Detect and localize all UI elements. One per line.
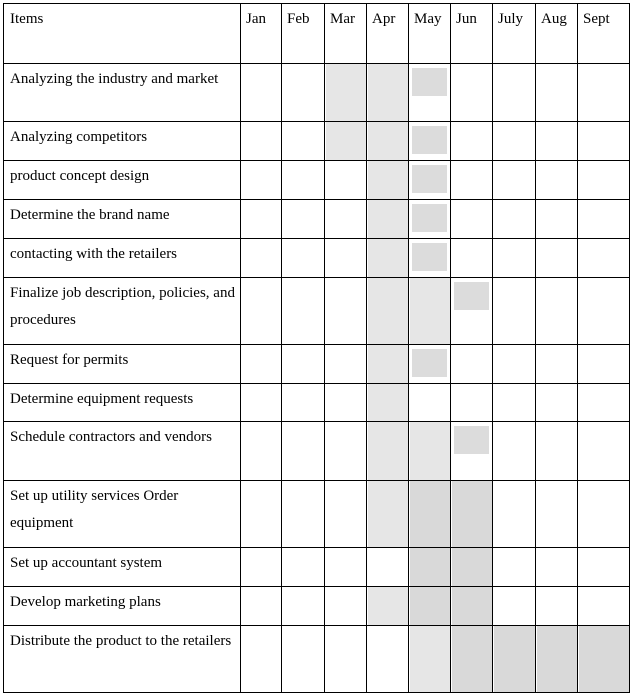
- month-cell: [325, 239, 367, 278]
- month-cell: [367, 161, 409, 200]
- task-label: product concept design: [4, 161, 241, 200]
- shade-dark: [410, 481, 450, 547]
- month-cell: [282, 239, 325, 278]
- header-month: Apr: [367, 4, 409, 64]
- shade-light: [368, 481, 408, 547]
- month-cell: [241, 422, 282, 481]
- shade-dark: [410, 548, 450, 586]
- shade-light: [368, 64, 408, 121]
- month-cell: [241, 384, 282, 422]
- month-cell: [578, 200, 630, 239]
- month-cell: [493, 64, 536, 122]
- month-cell: [409, 239, 451, 278]
- shade-light: [368, 384, 408, 421]
- month-cell: [493, 548, 536, 587]
- shade-light: [368, 239, 408, 277]
- month-cell: [578, 548, 630, 587]
- month-cell: [451, 278, 493, 345]
- month-cell: [367, 122, 409, 161]
- month-cell: [282, 200, 325, 239]
- month-cell: [493, 384, 536, 422]
- month-cell: [409, 345, 451, 384]
- month-cell: [409, 626, 451, 693]
- month-cell: [282, 626, 325, 693]
- month-cell: [367, 587, 409, 626]
- month-cell: [241, 481, 282, 548]
- month-cell: [409, 161, 451, 200]
- month-cell: [578, 384, 630, 422]
- task-label: Request for permits: [4, 345, 241, 384]
- task-row: [4, 384, 630, 422]
- month-cell: [451, 384, 493, 422]
- header-month: Aug: [536, 4, 578, 64]
- header-month: Jun: [451, 4, 493, 64]
- shade-dark: [537, 626, 577, 692]
- month-cell: [536, 345, 578, 384]
- task-row: [4, 239, 630, 278]
- month-cell: [578, 161, 630, 200]
- task-row: [4, 122, 630, 161]
- month-cell: [578, 626, 630, 693]
- shade-light: [368, 422, 408, 480]
- shade-dark: [452, 626, 492, 692]
- month-cell: [325, 345, 367, 384]
- month-cell: [493, 587, 536, 626]
- month-cell: [325, 64, 367, 122]
- task-row: [4, 481, 630, 548]
- task-label: Determine the brand name: [4, 200, 241, 239]
- month-cell: [282, 122, 325, 161]
- task-label: Set up accountant system: [4, 548, 241, 587]
- header-row: [4, 4, 630, 64]
- shade-light: [368, 122, 408, 160]
- month-cell: [282, 384, 325, 422]
- task-label: Set up utility services Order equipment: [4, 481, 241, 548]
- month-cell: [493, 626, 536, 693]
- month-cell: [241, 161, 282, 200]
- month-cell: [282, 481, 325, 548]
- schedule-body: [4, 4, 630, 693]
- month-cell: [578, 64, 630, 122]
- shade-light: [326, 64, 366, 121]
- month-cell: [367, 239, 409, 278]
- month-cell: [325, 587, 367, 626]
- task-marker: [412, 204, 447, 232]
- month-cell: [451, 122, 493, 161]
- month-cell: [241, 122, 282, 161]
- month-cell: [578, 122, 630, 161]
- task-marker: [412, 349, 447, 377]
- month-cell: [578, 345, 630, 384]
- month-cell: [282, 345, 325, 384]
- month-cell: [451, 239, 493, 278]
- month-cell: [578, 278, 630, 345]
- header-month: May: [409, 4, 451, 64]
- month-cell: [325, 481, 367, 548]
- month-cell: [451, 161, 493, 200]
- header-month: Feb: [282, 4, 325, 64]
- month-cell: [325, 278, 367, 345]
- month-cell: [367, 64, 409, 122]
- month-cell: [536, 384, 578, 422]
- task-row: [4, 64, 630, 122]
- month-cell: [451, 345, 493, 384]
- month-cell: [578, 239, 630, 278]
- month-cell: [325, 626, 367, 693]
- month-cell: [536, 64, 578, 122]
- shade-light: [326, 122, 366, 160]
- month-cell: [241, 239, 282, 278]
- month-cell: [241, 200, 282, 239]
- task-marker: [412, 165, 447, 193]
- month-cell: [578, 587, 630, 626]
- header-month: Jan: [241, 4, 282, 64]
- month-cell: [578, 481, 630, 548]
- month-cell: [409, 384, 451, 422]
- month-cell: [493, 239, 536, 278]
- shade-dark: [452, 587, 492, 625]
- task-row: [4, 345, 630, 384]
- month-cell: [536, 122, 578, 161]
- month-cell: [241, 278, 282, 345]
- month-cell: [409, 64, 451, 122]
- month-cell: [578, 422, 630, 481]
- month-cell: [241, 64, 282, 122]
- shade-light: [410, 626, 450, 692]
- month-cell: [241, 345, 282, 384]
- month-cell: [493, 122, 536, 161]
- task-marker: [454, 426, 489, 454]
- header-month: Mar: [325, 4, 367, 64]
- month-cell: [493, 481, 536, 548]
- month-cell: [409, 122, 451, 161]
- task-label: Develop marketing plans: [4, 587, 241, 626]
- month-cell: [241, 626, 282, 693]
- month-cell: [451, 481, 493, 548]
- month-cell: [325, 122, 367, 161]
- header-month: July: [493, 4, 536, 64]
- shade-light: [368, 278, 408, 344]
- month-cell: [536, 161, 578, 200]
- month-cell: [536, 200, 578, 239]
- month-cell: [367, 626, 409, 693]
- month-cell: [493, 161, 536, 200]
- month-cell: [367, 200, 409, 239]
- header-month: Sept: [578, 4, 630, 64]
- month-cell: [493, 200, 536, 239]
- task-marker: [412, 243, 447, 271]
- month-cell: [409, 481, 451, 548]
- month-cell: [536, 278, 578, 345]
- shade-light: [410, 422, 450, 480]
- month-cell: [367, 384, 409, 422]
- month-cell: [409, 200, 451, 239]
- month-cell: [282, 587, 325, 626]
- month-cell: [493, 278, 536, 345]
- month-cell: [367, 481, 409, 548]
- month-cell: [409, 548, 451, 587]
- month-cell: [409, 278, 451, 345]
- month-cell: [282, 548, 325, 587]
- task-row: [4, 161, 630, 200]
- task-row: [4, 278, 630, 345]
- task-row: [4, 587, 630, 626]
- month-cell: [367, 345, 409, 384]
- month-cell: [282, 278, 325, 345]
- shade-dark: [452, 548, 492, 586]
- month-cell: [451, 587, 493, 626]
- task-row: [4, 548, 630, 587]
- month-cell: [282, 161, 325, 200]
- month-cell: [241, 587, 282, 626]
- month-cell: [241, 548, 282, 587]
- task-label: Finalize job description, policies, and procedures: [4, 278, 241, 345]
- task-label: Analyzing competitors: [4, 122, 241, 161]
- month-cell: [536, 481, 578, 548]
- task-marker: [412, 68, 447, 96]
- month-cell: [493, 345, 536, 384]
- month-cell: [536, 626, 578, 693]
- month-cell: [367, 548, 409, 587]
- shade-dark: [579, 626, 629, 692]
- month-cell: [367, 278, 409, 345]
- month-cell: [325, 161, 367, 200]
- task-label: Distribute the product to the retailers: [4, 626, 241, 693]
- shade-light: [410, 278, 450, 344]
- month-cell: [325, 422, 367, 481]
- month-cell: [451, 64, 493, 122]
- task-row: [4, 626, 630, 693]
- month-cell: [282, 64, 325, 122]
- shade-light: [368, 200, 408, 238]
- shade-dark: [494, 626, 535, 692]
- month-cell: [325, 384, 367, 422]
- month-cell: [536, 422, 578, 481]
- shade-dark: [452, 481, 492, 547]
- month-cell: [409, 422, 451, 481]
- task-marker: [412, 126, 447, 154]
- task-label: Analyzing the industry and market: [4, 64, 241, 122]
- task-label: contacting with the retailers: [4, 239, 241, 278]
- shade-light: [368, 587, 408, 625]
- task-label: Determine equipment requests: [4, 384, 241, 422]
- month-cell: [451, 548, 493, 587]
- month-cell: [282, 422, 325, 481]
- month-cell: [325, 200, 367, 239]
- month-cell: [409, 587, 451, 626]
- shade-dark: [410, 587, 450, 625]
- month-cell: [536, 587, 578, 626]
- month-cell: [451, 200, 493, 239]
- month-cell: [325, 548, 367, 587]
- task-row: [4, 422, 630, 481]
- task-marker: [454, 282, 489, 310]
- month-cell: [451, 626, 493, 693]
- schedule-table: [3, 3, 630, 693]
- header-items: Items: [4, 4, 241, 64]
- month-cell: [493, 422, 536, 481]
- shade-light: [368, 161, 408, 199]
- month-cell: [451, 422, 493, 481]
- task-label: Schedule contractors and vendors: [4, 422, 241, 481]
- month-cell: [536, 239, 578, 278]
- task-row: [4, 200, 630, 239]
- month-cell: [536, 548, 578, 587]
- shade-light: [368, 345, 408, 383]
- month-cell: [367, 422, 409, 481]
